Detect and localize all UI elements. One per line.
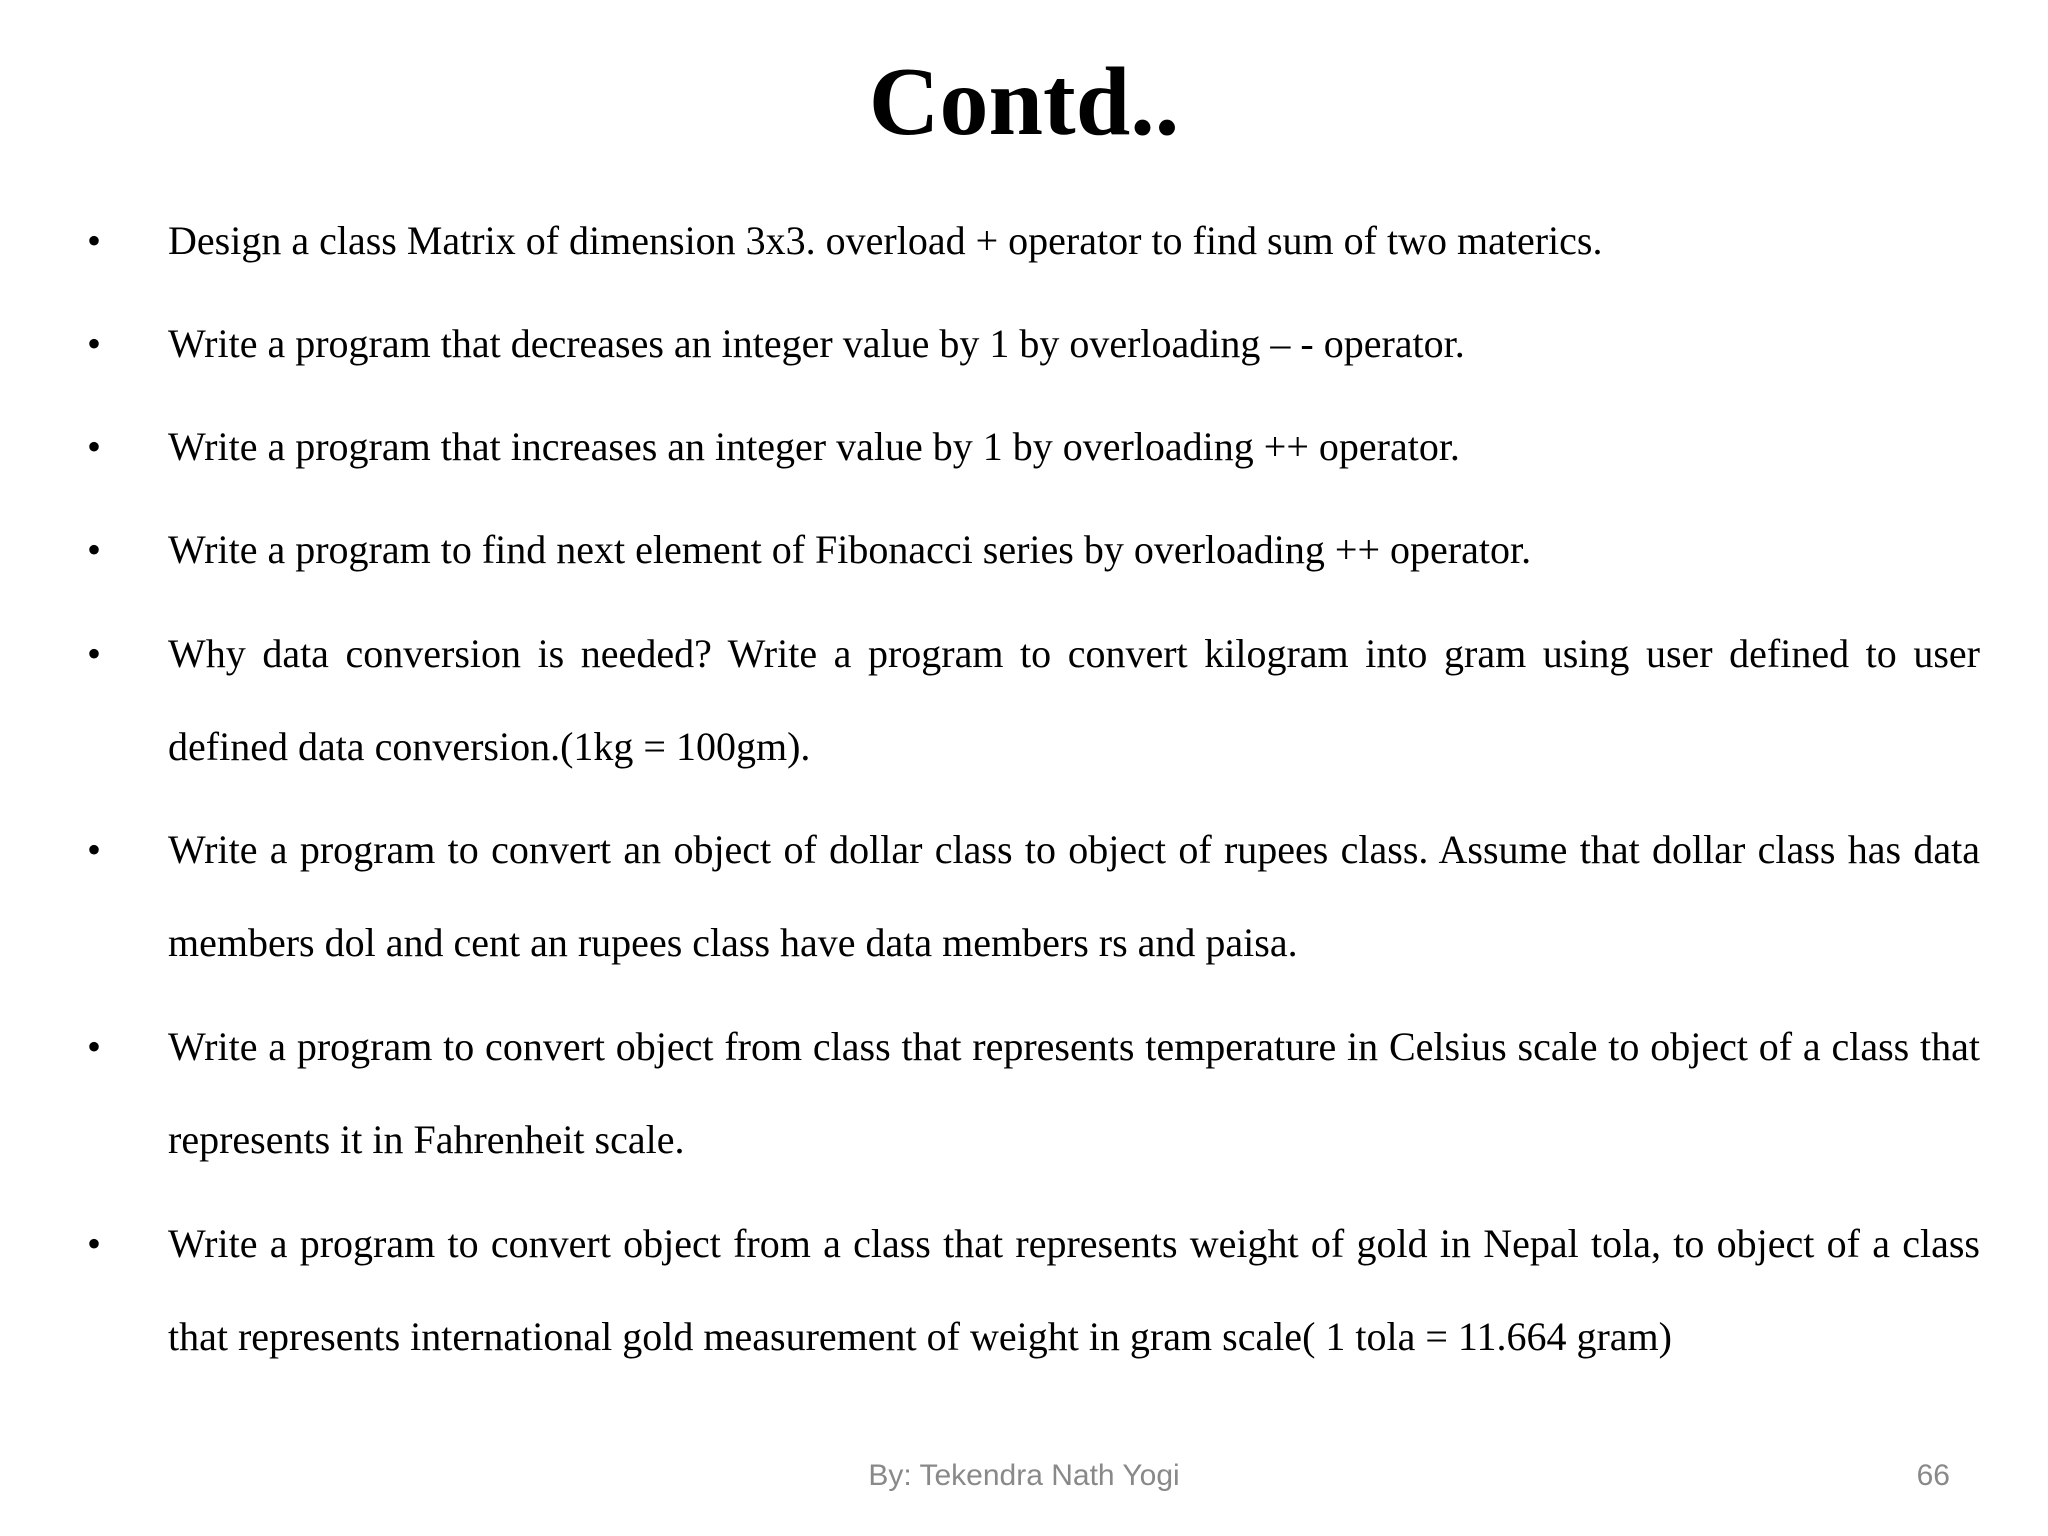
bullet-icon: • xyxy=(87,1024,102,1069)
bullet-text: Why data conversion is needed? Write a program to convert kilogram into gram using user defined to user defined data conversion.(1kg = 100gm). xyxy=(168,631,1980,769)
bullet-icon: • xyxy=(87,527,102,572)
footer-author: By: Tekendra Nath Yogi xyxy=(868,1459,1180,1492)
bullet-icon: • xyxy=(87,424,102,469)
bullet-item-5 xyxy=(87,607,1980,793)
bullet-text: Write a program to convert object from a class that represents weight of gold in Nepal tola, to object of a class that represents international gold measurement of weight in gram scale( 1 tola = 11.664 gram) xyxy=(168,1221,1980,1359)
page-number: 66 xyxy=(1916,1459,1950,1492)
bullet-item-7 xyxy=(87,1000,1980,1186)
bullet-item-2 xyxy=(87,297,1980,390)
bullet-icon: • xyxy=(87,1221,102,1266)
bullet-item-1 xyxy=(87,194,1980,287)
bullet-icon: • xyxy=(87,218,102,263)
bullet-icon: • xyxy=(87,631,102,676)
bullet-item-3 xyxy=(87,400,1980,493)
bullet-icon: • xyxy=(87,321,102,366)
bullet-text: Design a class Matrix of dimension 3x3. overload + operator to find sum of two materics. xyxy=(168,218,1603,263)
bullet-item-6 xyxy=(87,803,1980,989)
slide-title: Contd.. xyxy=(868,48,1180,156)
bullet-text: Write a program to convert object from class that represents temperature in Celsius scale to object of a class that represents it in Fahrenheit scale. xyxy=(168,1024,1980,1162)
bullet-text: Write a program to find next element of Fibonacci series by overloading ++ operator. xyxy=(168,527,1532,572)
bullet-item-4 xyxy=(87,503,1980,596)
bullet-text: Write a program that increases an integer value by 1 by overloading ++ operator. xyxy=(168,424,1460,469)
bullet-icon: • xyxy=(87,827,102,872)
bullet-text: Write a program that decreases an integer value by 1 by overloading – - operator. xyxy=(168,321,1465,366)
bullet-item-8 xyxy=(87,1197,1980,1383)
bullet-text: Write a program to convert an object of dollar class to object of rupees class. Assume that dollar class has data members dol and cent an rupees class have data members rs and paisa. xyxy=(168,827,1980,965)
